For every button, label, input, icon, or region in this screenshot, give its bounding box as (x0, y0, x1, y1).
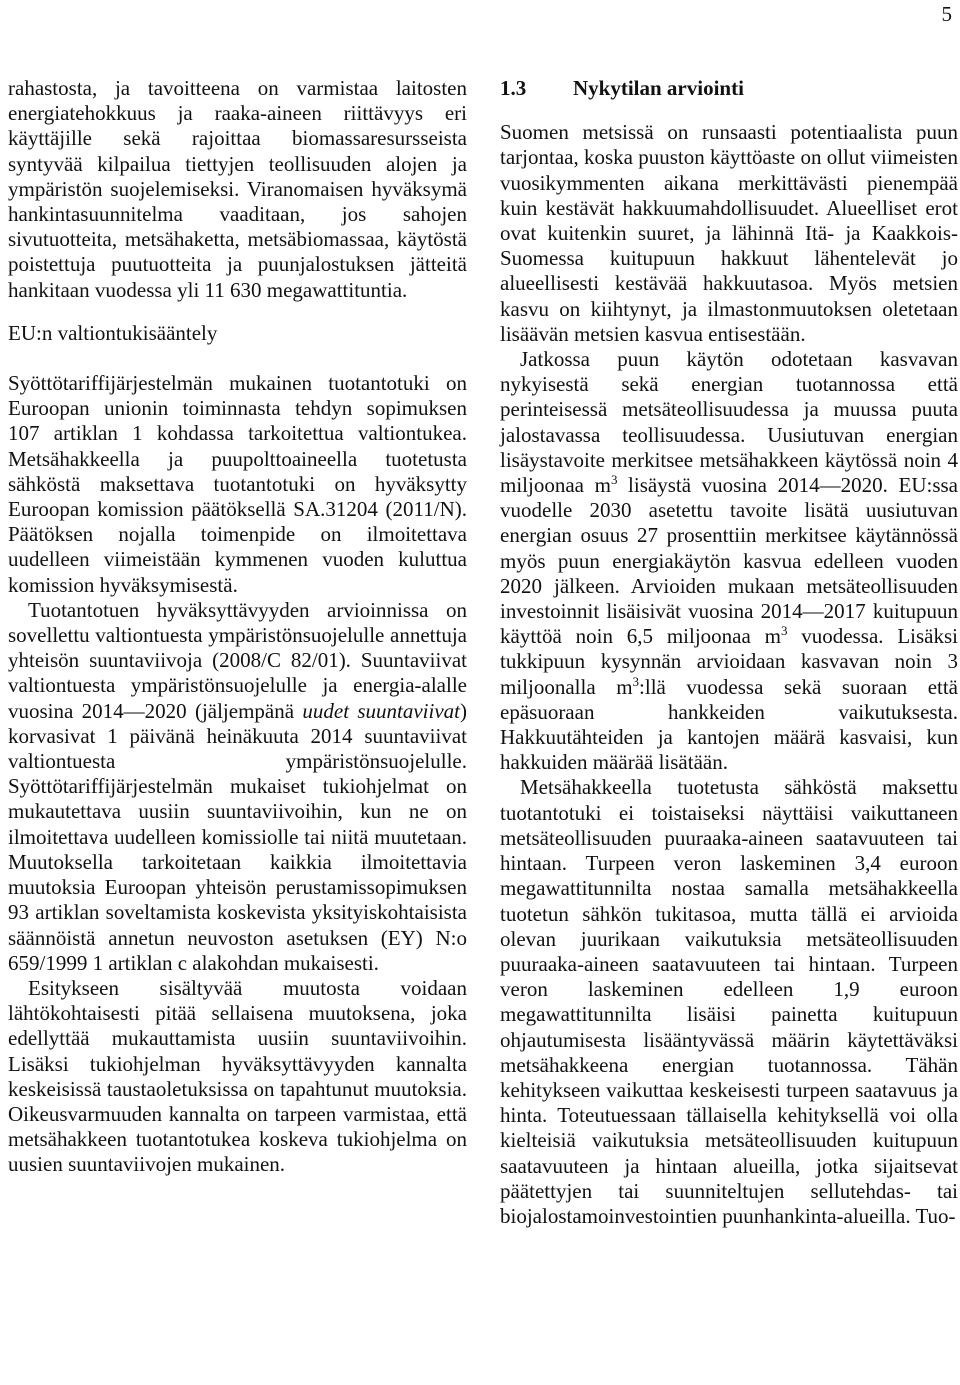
paragraph-guidelines (8, 598, 467, 976)
guidelines-text-1: Tuotantotuen hyväksyttävyyden arvioinnissa on sovellettu valtiontuesta ympäristönsuojelulle annettuja yhteisön suuntaviivoja (2008/C 82/01). Suuntaviivat valtiontuesta ympäristönsuojelulle ja energia-alalle vuosina 2014—2020 (jäljempänä (8, 597, 467, 723)
paragraph-production-aid: Syöttötariffijärjestelmän mukainen tuotantotuki on Euroopan unionin toiminnasta tehdyn sopimuksen 107 artiklan 1 kohdassa tarkoitettua valtiontukea. Metsähakkeella ja puupolttoaineella tuotetusta sähköstä maksettava tuotantotuki on hyväksytty Euroopan komission päätöksellä SA.31204 (2011/N). Päätöksen nojalla toimenpide on ilmoitettava uudelleen viimeistään kymmenen vuoden kuluttua komission hyväksymisestä. (8, 371, 467, 597)
wood-use-text-2: lisäystä vuosina 2014—2020. EU:ssa vuodelle 2030 asetettu tavoite lisätä uusiutuvan energian osuus 27 prosenttiin merkitsee käytännössä myös puun energiakäytön kasvua edelleen vuoden 2020 jälkeen. Arvioiden mukaan metsäteollisuuden investoinnit lisäisivät vuosina 2014—2017 kuitupuun käyttöä noin 6,5 miljoonaa m (500, 473, 958, 649)
superscript-3: 3 (610, 472, 618, 488)
left-column (8, 76, 467, 1178)
superscript-3: 3 (780, 623, 788, 639)
guidelines-emphasis: uudet suuntaviivat (302, 698, 460, 723)
superscript-3: 3 (632, 673, 640, 689)
paragraph-procurement-plan: rahastosta, ja tavoitteena on varmistaa laitosten energiatehokkuus ja raaka-aineen riittävyys eri käyttäjille sekä rajoittaa biomassaresursseista syntyvää kilpailua tiettyjen teollisuuden alojen ja ympäristön suojelemiseksi. Viranomaisen hyväksymä hankintasuunnitelma vaaditaan, jos sahojen sivutuotteita, metsähaketta, metsäbiomassaa, käytöstä poistettuja puutuotteita ja puunjalostuksen jätteitä hankitaan vuodessa yli 11 630 megawattituntia. (8, 76, 467, 302)
paragraph-peat-tax-effects: Metsähakkeella tuotetusta sähköstä maksettu tuotantotuki ei toistaiseksi näyttäisi vaikuttaneen metsäteollisuuden puuraaka-aineen saatavuuteen tai hintaan. Turpeen veron laskeminen 3,4 euroon megawattitunnilta nostaa samalla metsähakkeella tuotetun sähkön tukitasoa, mutta tällä ei arvioida olevan juurikaan vaikutuksia metsäteollisuuden puuraaka-aineen saatavuuteen tai hintaan. Turpeen veron laskeminen edelleen 1,9 euroon megawattitunnilta lisäisi painetta kuitupuun ohjautumisesta lisääntyvässä määrin käytettäväksi metsähakkeena energian tuotannossa. Tähän kehitykseen vaikuttaa keskeisesti turpeen saatavuus ja hinta. Toteutuessaan tällaisella kehityksellä voi olla kielteisiä vaikutuksia metsäteollisuuden kuitupuun saatavuuteen ja hintaan alueilla, jotka sijaitsevat päätettyjen tai suunniteltujen sellutehdas- tai biojalostamoinvestointien puunhankinta-alueilla. Tuo- (500, 775, 958, 1228)
subheading-eu-state-aid: EU:n valtiontukisääntely (8, 320, 218, 345)
section-title: Nykytilan arviointi (573, 76, 744, 100)
paragraph-wood-use-outlook (500, 347, 958, 775)
wood-use-text-1: Jatkossa puun käytön odotetaan kasvavan nykyisestä sekä energian tuotannossa että perinteisessä metsäteollisuudessa ja muussa puuta jalostavassa teollisuudessa. Uusiutuvan energian lisäystavoite merkitsee metsähakkeen käytössä noin 4 miljoonaa m (500, 347, 958, 498)
paragraph-forest-supply: Suomen metsissä on runsaasti potentiaalista puun tarjontaa, koska puuston käyttöaste on ollut viimeisten vuosikymmenten aikana merkittävästi pienempää kuin kestävät hakkuumahdollisuudet. Alueelliset erot ovat kuitenkin suuret, ja lähinnä Itä- ja Kaakkois-Suomessa kuitupuun hakkuut lähentelevät jo alueellisesti kestävää hakkuutasoa. Myös metsien kasvu on kiihtynyt, ja ilmastonmuutoksen oletetaan lisäävän metsien kasvua entisestään. (500, 120, 958, 346)
paragraph-proposal-change: Esitykseen sisältyvää muutosta voidaan lähtökohtaisesti pitää sellaisena muutoksena, joka edellyttää mukauttamista uusiin suuntaviivoihin. Lisäksi tukiohjelman hyväksyttävyyden kannalta keskeisissä taustaoletuksissa on tapahtunut muutoksia. Oikeusvarmuuden kannalta on tarpeen varmistaa, että metsähakkeen tuotantotukea koskeva tukiohjelma on uusien suuntaviivojen mukainen. (8, 975, 467, 1177)
guidelines-text-2: ) korvasivat 1 päivänä heinäkuuta 2014 suuntaviivat valtiontuesta ympäristönsuojelulle. Syöttötariffijärjestelmän mukaiset tukiohjelmat on mukautettava uusiin suuntaviivoihin, kun ne on ilmoitettava uudelleen komissiolle tai niitä muutetaan. Muutoksella tarkoitetaan kaikkia ilmoitettavia muutoksia Euroopan yhteisön perustamissopimuksen 93 artiklan soveltamista koskevista yksityiskohtaisista säännöistä annetun neuvoston asetuksen (EY) N:o 659/1999 1 artiklan c alakohdan mukaisesti. (8, 698, 467, 975)
wood-use-text-3: vuodessa. Lisäksi tukkipuun kysynnän arvioidaan kasvavan noin 3 miljoonalla m (500, 624, 958, 699)
section-heading (500, 76, 958, 101)
wood-use-text-4: :llä vuodessa sekä suoraan että epäsuoraan hankkeiden vaikutuksesta. Hakkuutähteiden ja kantojen määrä kasvaisi, kun hakkuiden määrää lisätään. (500, 674, 959, 775)
right-column (500, 76, 958, 1229)
section-number: 1.3 (500, 76, 527, 100)
page-number: 5 (941, 2, 952, 26)
